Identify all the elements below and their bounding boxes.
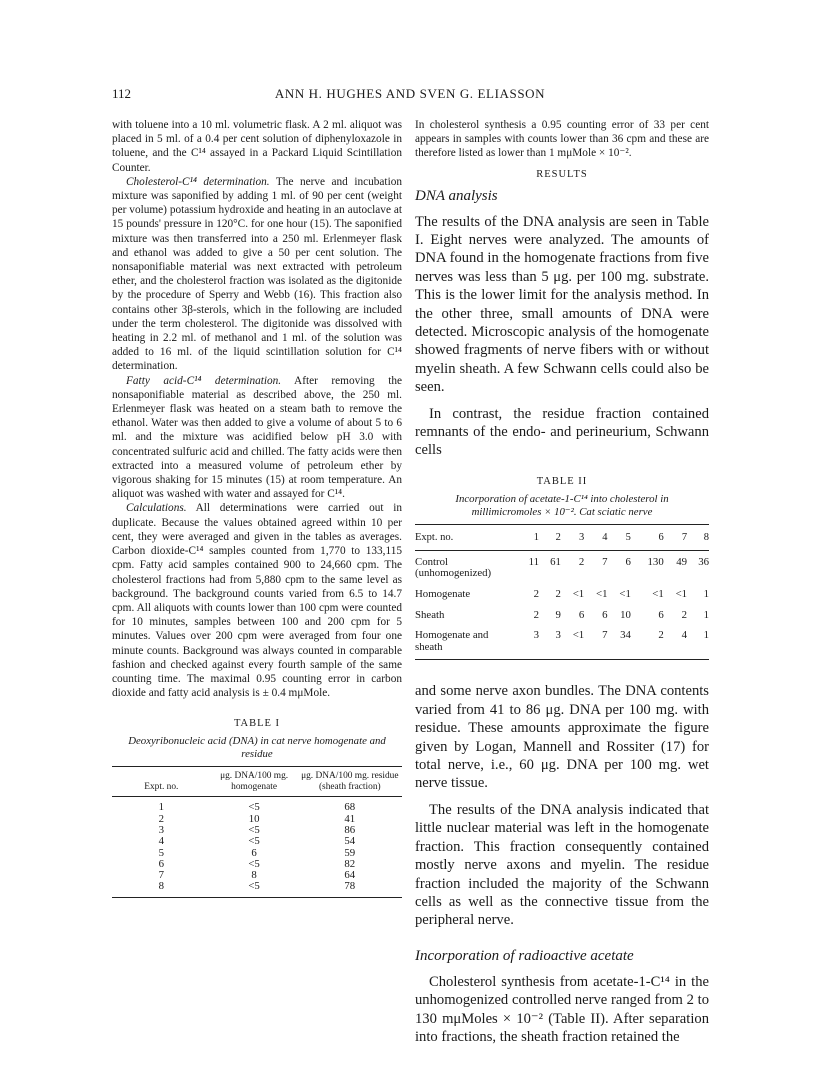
- paragraph-dna-2: In contrast, the residue fraction contained remnants of the endo- and perineurium, Schwann cells: [415, 405, 709, 459]
- table1-label: TABLE I: [233, 718, 281, 730]
- table2-header-col: 5: [625, 531, 631, 543]
- table-row: 5 6 59: [158, 846, 356, 859]
- row-label: Control (unhomogenized): [415, 555, 492, 580]
- paragraph-dna-4: The results of the DNA analysis indicated that little nuclear material was left in the homogenate fraction. This fraction consequently contained mostly nerve axons and myelin. The residue fraction included the majority of the Schwann cells as well as the connective tissue from the peripheral nerve.: [415, 801, 709, 929]
- dna-analysis-heading: DNA analysis: [415, 187, 498, 204]
- paragraph-dna-1: The results of the DNA analysis are seen in Table I. Eight nerves were analyzed. The amounts of DNA found in the homogenate fractions from five nerves was less than 5 μg. per 100 mg. substrate. This is the lower limit for the analysis method. In the other three, small amounts of DNA were detected. Microscopic analysis of the homogenate showed fragments of nerve fibers with or without myelin sheath. A few Schwann cells could also be seen.: [415, 213, 709, 396]
- page-header: [112, 86, 708, 106]
- row-label: Homogenate and sheath: [415, 629, 489, 653]
- table2-header-col: 4: [602, 531, 608, 543]
- table2-header-col: 6: [658, 531, 664, 543]
- paragraph-counting-error: In cholesterol synthesis a 0.95 counting error of 33 per cent appears in samples with counts lower than 36 cpm and these are therefore listed as lower than 1 mμMole × 10⁻².: [415, 119, 709, 160]
- results-heading: RESULTS: [536, 168, 588, 180]
- right-column: [415, 118, 709, 1046]
- table-row: 6 <5 82: [158, 857, 356, 870]
- paragraph-cholesterol: [112, 175, 402, 374]
- table1-header-homogenate: μg. DNA/100 mg. homogenate: [220, 771, 289, 792]
- table1: [112, 766, 402, 897]
- page-number: 112: [112, 86, 132, 101]
- table-row: Homogenate 2 2 <1 <1 <1 <1 <1 1: [415, 580, 709, 601]
- paragraph-calculations: [112, 501, 402, 700]
- table-row: 7 8 64: [158, 869, 356, 882]
- table1-header-expt: Expt. no.: [144, 781, 179, 792]
- table2-header-col: 8: [703, 531, 709, 543]
- table-row: 3 <5 86: [158, 823, 356, 836]
- table2-header-col: 7: [681, 531, 688, 543]
- paragraph-intro: with toluene into a 10 ml. volumetric flask. A 2 ml. aliquot was placed in 5 ml. of a 0.4 per cent solution of diphenyloxazole in toluene, and the C¹⁴ assayed in a Packard Liquid Scintillation Counter.: [112, 119, 402, 174]
- table2-header-col: 2: [555, 531, 561, 543]
- table1-caption: Deoxyribonucleic acid (DNA) in cat nerve homogenate and residue: [128, 735, 386, 761]
- fatty-acid-lead: Fatty acid-C¹⁴ determination.: [126, 374, 282, 387]
- paragraph-fatty-acid: [112, 374, 402, 502]
- table-row: 8 <5 78: [158, 880, 356, 893]
- cholesterol-lead: Cholesterol-C¹⁴ determination.: [126, 175, 270, 188]
- table-row: Homogenate and sheath 3 3 <1 7 34 2 4 1: [415, 621, 709, 660]
- table2-header-col: 1: [533, 531, 539, 543]
- left-column: [112, 118, 402, 898]
- running-head: ANN H. HUGHES AND SVEN G. ELIASSON: [274, 86, 546, 101]
- table-row: Sheath 2 9 6 6 10 6 2 1: [415, 601, 709, 622]
- calculations-lead: Calculations.: [126, 502, 187, 515]
- fatty-acid-body: After removing the nonsaponifiable material as described above, the 250 ml. Erlenmeyer flask was heated on a steam bath to remove the ethanol. Water was then added to give a volume of about 5 to 6 ml. and the mixture was acidified below pH 3.0 with concentrated sulfuric acid and chilled. The fatty acids were then extracted into a measured volume of petroleum ether by vigorous shaking for 15 minutes (15) at room temperature. An aliquot was washed with water and assayed for C¹⁴.: [112, 374, 402, 501]
- table2: [415, 524, 709, 661]
- table-row: 1 <5 68: [158, 801, 356, 814]
- table2-label: TABLE II: [536, 475, 588, 487]
- paragraph-acetate: Cholesterol synthesis from acetate-1-C¹⁴ in the unhomogenized controlled nerve ranged from 2 to 130 mμMoles × 10⁻² (Table II). After separation into fractions, the sheath fraction retained the: [415, 973, 709, 1045]
- cholesterol-body: The nerve and incubation mixture was saponified by adding 1 ml. of 90 per cent (weight per volume) potassium hydroxide and heating in an autoclave at 15 pounds' pressure in 120°C. for one hour (15). The saponified mixture was then transferred into a 250 ml. Erlenmeyer flask and ethanol was added to give a 50 per cent solution. The nonsaponifiable material was next extracted with petroleum ether, and the cholesterol fraction was isolated as the digitonide by the procedure of Sperry and Webb (16). This fraction also contains other 3β-sterols, which in the following are included under the term cholesterol. The digitonide was dissolved with heating in 2.2 ml. of methanol and 1 ml. of the solution was added to 16 ml. of the liquid scintillation solution for C¹⁴ determination.: [112, 175, 402, 373]
- table2-header-expt: Expt. no.: [415, 531, 454, 543]
- table1-header-residue: μg. DNA/100 mg. residue (sheath fraction): [301, 771, 399, 792]
- table2-caption: Incorporation of acetate-1-C¹⁴ into cholesterol in millimicromoles × 10⁻². Cat sciatic nerve: [455, 492, 669, 518]
- table-row: Control (unhomogenized) 11 61 2 7 6 130 49 36: [415, 550, 709, 580]
- table-row: 4 <5 54: [158, 835, 356, 848]
- row-label: Homogenate: [415, 588, 471, 601]
- row-label: Sheath: [415, 608, 445, 621]
- calculations-body: All determinations were carried out in duplicate. Because the values obtained agreed within 10 per cent, they were averaged and given in the tables as averages. Carbon dioxide-C¹⁴ samples counted from 1,770 to 133,115 cpm. Fatty acid samples contained 900 to 24,660 cpm. The cholesterol fractions had from 5,880 cpm to the same level as background. The background counts varied from 6.5 to 14.7 cpm. All aliquots with counts lower than 100 cpm were counted for 10 minutes, samples between 100 and 200 cpm for 5 minutes. Values over 200 cpm were averaged from four one minute counts. Background was always counted in comparable fashion and checked against every fourth sample of the same counting time. The maximal 0.95 counting error in carbon dioxide and fatty acid analysis is ± 0.4 mμMole.: [112, 502, 402, 700]
- acetate-heading: Incorporation of radioactive acetate: [415, 947, 634, 964]
- table2-header-col: 3: [578, 531, 585, 543]
- paragraph-dna-3: and some nerve axon bundles. The DNA contents varied from 41 to 86 μg. DNA per 100 mg. with residue. These amounts approximate the figure given by Logan, Mannell and Rossiter (17) for total nerve, i.e., 60 μg. DNA per 100 mg. wet nerve tissue.: [415, 683, 709, 792]
- table-row: 2 10 41: [158, 812, 356, 825]
